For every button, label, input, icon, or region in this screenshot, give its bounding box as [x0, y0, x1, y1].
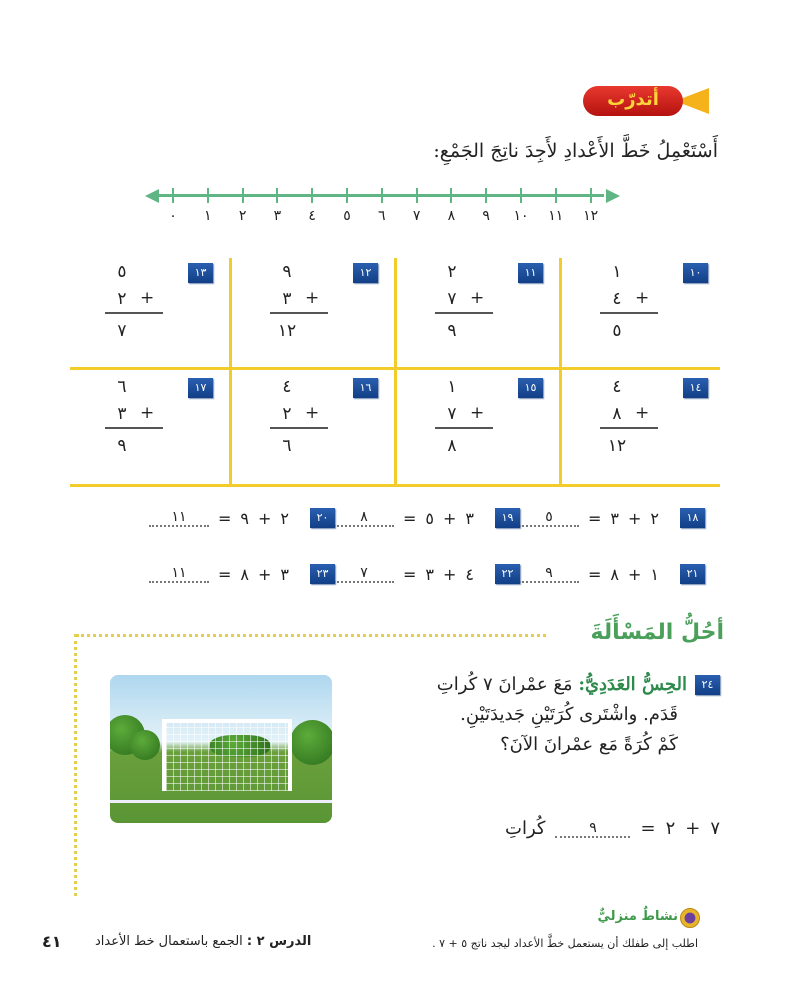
- number-line-label: ٠: [169, 208, 177, 224]
- plus-sign: +: [305, 403, 320, 423]
- number-line-tick: [450, 188, 452, 203]
- home-activity-text: اطلب إلى طفلك أن يستعمل خطَّ الأعداد ليجد ناتج ٥ + ٧ .: [432, 937, 698, 950]
- sum-answer[interactable]: ١٢: [607, 436, 627, 456]
- vertical-problem: [560, 373, 722, 488]
- horizontal-problem: [149, 508, 335, 528]
- equals-sign: =: [403, 564, 417, 584]
- number-line-tick: [346, 188, 348, 203]
- addend: ٤: [282, 377, 292, 397]
- problem-number: ١٦: [353, 378, 378, 398]
- number-line-label: ١١: [548, 208, 564, 224]
- number-line-tick: [416, 188, 418, 203]
- number-line-label: ٢: [238, 208, 247, 224]
- vertical-problem: [65, 373, 227, 488]
- plus-sign: +: [635, 288, 650, 308]
- instruction: أَسْتَعْمِلُ خَطَّ الأَعْدادِ لأَجِدَ ناتِجَ الجَمْعِ:: [433, 140, 718, 162]
- addend: ٧: [447, 289, 457, 309]
- soccer-goal-image: [110, 675, 332, 823]
- sum-line: [105, 312, 163, 314]
- addend: ١: [650, 564, 659, 584]
- problem-number: ١٠: [683, 263, 708, 283]
- horizontal-problem: [334, 564, 520, 584]
- addend: ٨: [610, 564, 619, 584]
- number-line: [0, 0, 800, 230]
- section-title: أحُلُّ المَسْأَلَةَ: [590, 620, 724, 645]
- addend: ١: [612, 262, 622, 282]
- number-line-tick: [311, 188, 313, 203]
- addend: ٣: [282, 289, 292, 309]
- plus-sign: +: [628, 508, 642, 528]
- lesson-name: الجمع باستعمال خط الأعداد: [95, 934, 243, 949]
- sum-line: [435, 312, 493, 314]
- addend: ٤: [612, 289, 622, 309]
- sum-line: [105, 427, 163, 429]
- addend: ٧: [710, 818, 720, 839]
- problem-text: مَعَ عمْرانَ ٧ كُراتِ: [436, 674, 573, 695]
- vertical-problems-grid: [70, 255, 720, 487]
- addend: ٥: [425, 508, 434, 528]
- problem-number: ١١: [518, 263, 543, 283]
- equals-sign: =: [640, 818, 656, 839]
- vertical-problem: [230, 373, 392, 488]
- sum-answer[interactable]: ٨: [447, 436, 457, 456]
- plus-sign: +: [443, 564, 457, 584]
- problem-label: الحِسُّ العَدَدِيُّ:: [578, 674, 687, 695]
- sum-answer[interactable]: ١٢: [277, 321, 297, 341]
- vertical-problem: [65, 258, 227, 373]
- sum-line: [435, 427, 493, 429]
- addend: ٢: [282, 404, 292, 424]
- plus-sign: +: [443, 508, 457, 528]
- addend: ٢: [447, 262, 457, 282]
- plus-sign: +: [140, 403, 155, 423]
- number-line-label: ٦: [378, 208, 386, 224]
- dotted-divider: [74, 634, 77, 896]
- number-line-label: ٤: [308, 208, 316, 224]
- number-line-label: ١٠: [513, 208, 529, 224]
- number-line-tick: [276, 188, 278, 203]
- equals-sign: =: [588, 508, 602, 528]
- plus-sign: +: [258, 508, 272, 528]
- equals-sign: =: [218, 508, 232, 528]
- addend: ٧: [447, 404, 457, 424]
- home-activity-title: نشاطٌ منزليٌّ: [597, 909, 678, 924]
- plus-sign: +: [140, 288, 155, 308]
- horizontal-problem: [149, 564, 335, 584]
- word-problem: [360, 670, 720, 760]
- plus-sign: +: [685, 818, 701, 839]
- problem-number: ١٢: [353, 263, 378, 283]
- number-line-tick: [242, 188, 244, 203]
- horizontal-problem: [519, 564, 705, 584]
- vertical-problem: [395, 258, 557, 373]
- problem-number: ١٨: [680, 508, 705, 528]
- number-line-tick: [172, 188, 174, 203]
- number-line-tick: [520, 188, 522, 203]
- addend: ٥: [117, 262, 127, 282]
- number-line-tick: [485, 188, 487, 203]
- practice-label: أتدرّب: [583, 86, 683, 116]
- answer-blank[interactable]: ٥: [519, 509, 579, 527]
- problem-number: ٢٤: [695, 675, 720, 695]
- sum-answer[interactable]: ٩: [117, 436, 127, 456]
- answer-equation: [505, 818, 720, 839]
- plus-sign: +: [470, 403, 485, 423]
- dotted-divider: [76, 634, 546, 637]
- answer-blank[interactable]: ٨: [334, 509, 394, 527]
- problem-number: ٢٠: [310, 508, 335, 528]
- horizontal-problem: [334, 508, 520, 528]
- vertical-problem: [560, 258, 722, 373]
- lesson-title: [95, 934, 311, 949]
- addend: ٢: [280, 508, 289, 528]
- answer-blank[interactable]: ٩: [555, 820, 630, 838]
- addend: ٢: [665, 818, 676, 839]
- problem-number: ٢١: [680, 564, 705, 584]
- addend: ٢: [650, 508, 659, 528]
- page-number: ٤١: [42, 932, 62, 951]
- number-line-tick: [590, 188, 592, 203]
- answer-blank[interactable]: ٧: [334, 565, 394, 583]
- addend: ٣: [425, 564, 434, 584]
- number-line-label: ٨: [447, 208, 456, 224]
- number-line-label: ٣: [273, 208, 282, 224]
- addend: ٣: [280, 564, 289, 584]
- answer-blank[interactable]: ١١: [149, 565, 209, 583]
- unit: كُراتِ: [505, 818, 546, 839]
- plus-sign: +: [305, 288, 320, 308]
- sum-answer[interactable]: ٦: [282, 436, 292, 456]
- answer-blank[interactable]: ١١: [149, 509, 209, 527]
- number-line-label: ٩: [482, 208, 490, 224]
- equals-sign: =: [588, 564, 602, 584]
- problem-text: قَدَم. واشْتَرى كُرَتَيْنِ جَديدَتَيْنِ.: [460, 704, 678, 725]
- equals-sign: =: [403, 508, 417, 528]
- equals-sign: =: [218, 564, 232, 584]
- problem-number: ١٥: [518, 378, 543, 398]
- plus-sign: +: [635, 403, 650, 423]
- number-line-tick: [381, 188, 383, 203]
- number-line-tick: [555, 188, 557, 203]
- plus-sign: +: [470, 288, 485, 308]
- problem-number: ٢٢: [495, 564, 520, 584]
- home-activity-icon: [680, 908, 700, 928]
- addend: ٤: [465, 564, 474, 584]
- problem-text: كَمْ كُرَةً مَع عمْرانَ الآنَ؟: [500, 734, 678, 755]
- sum-answer[interactable]: ٩: [447, 321, 457, 341]
- plus-sign: +: [258, 564, 272, 584]
- addend: ٩: [240, 508, 249, 528]
- vertical-problem: [230, 258, 392, 373]
- problem-number: ٢٣: [310, 564, 335, 584]
- sum-line: [270, 312, 328, 314]
- number-line-label: ١: [204, 208, 212, 224]
- addend: ٦: [117, 377, 127, 397]
- addend: ١: [447, 377, 457, 397]
- sum-line: [600, 427, 658, 429]
- number-line-label: ٧: [412, 208, 421, 224]
- addend: ٩: [282, 262, 292, 282]
- addend: ٨: [240, 564, 249, 584]
- problem-number: ١٩: [495, 508, 520, 528]
- sum-answer[interactable]: ٧: [117, 321, 127, 341]
- lesson-label: الدرس ٢ :: [246, 934, 312, 949]
- problem-number: ١٤: [683, 378, 708, 398]
- problem-number: ١٧: [188, 378, 213, 398]
- problem-number: ١٣: [188, 263, 213, 283]
- plus-sign: +: [628, 564, 642, 584]
- addend: ٣: [117, 404, 127, 424]
- vertical-problem: [395, 373, 557, 488]
- addend: ٣: [610, 508, 619, 528]
- addend: ٤: [612, 377, 622, 397]
- addend: ٣: [465, 508, 474, 528]
- horizontal-problem: [519, 508, 705, 528]
- number-line-label: ٥: [343, 208, 351, 224]
- sum-line: [270, 427, 328, 429]
- sum-answer[interactable]: ٥: [612, 321, 622, 341]
- number-line-label: ١٢: [583, 208, 599, 224]
- sum-line: [600, 312, 658, 314]
- addend: ٨: [612, 404, 622, 424]
- addend: ٢: [117, 289, 127, 309]
- number-line-tick: [207, 188, 209, 203]
- answer-blank[interactable]: ٩: [519, 565, 579, 583]
